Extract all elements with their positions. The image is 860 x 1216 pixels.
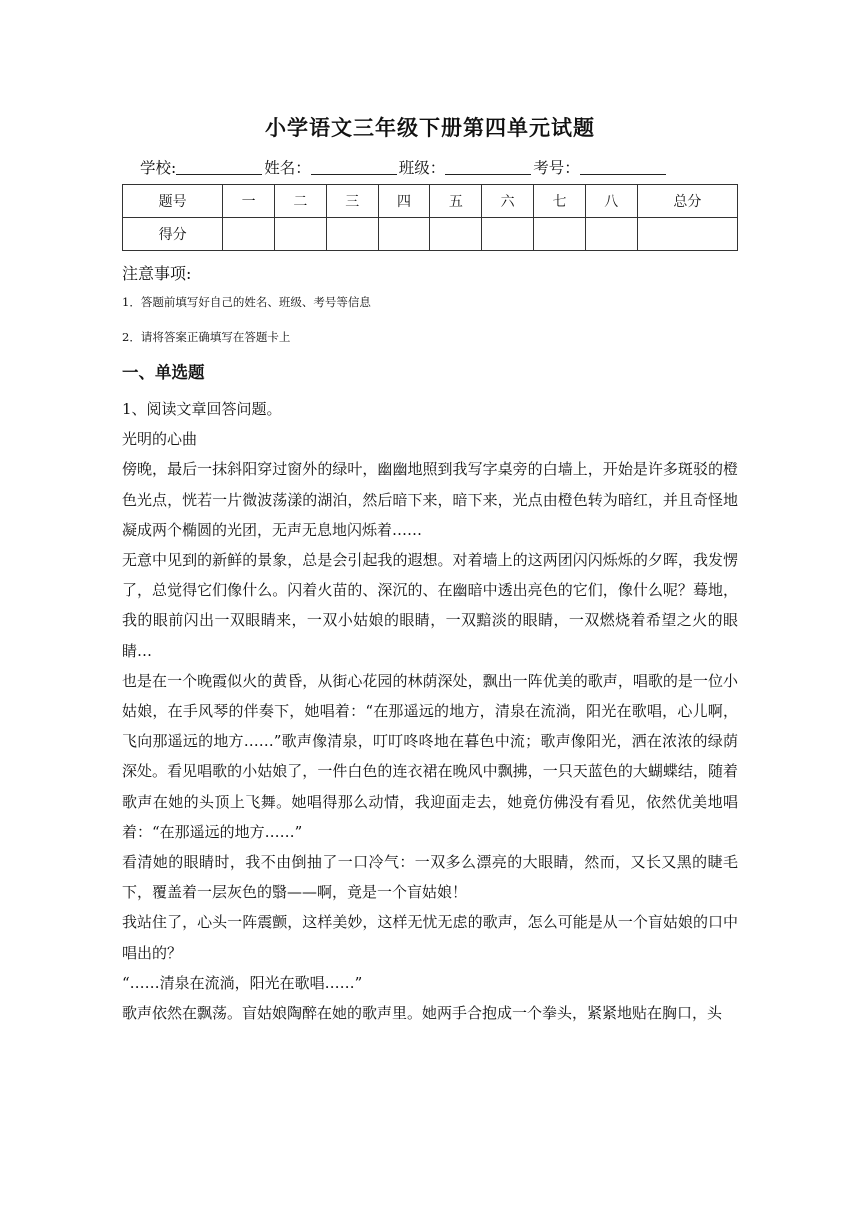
article-paragraph: “……清泉在流淌，阳光在歌唱……” (122, 973, 363, 992)
class-blank (445, 160, 531, 175)
name-blank (311, 160, 397, 175)
section-title: 一、单选题 (122, 363, 205, 382)
exam-number-blank (580, 160, 666, 175)
score-cell (430, 218, 482, 251)
score-cell (275, 218, 327, 251)
article-title: 光明的心曲 (122, 430, 198, 449)
question-prompt: 1、阅读文章回答问题。 (122, 400, 282, 418)
name-label: 姓名： (264, 159, 311, 177)
school-label: 学校: (140, 159, 177, 177)
article-paragraph: 歌声依然在飘荡。盲姑娘陶醉在她的歌声里。她两手合抱成一个拳头，紧紧地贴在胸口，头 (122, 1004, 723, 1023)
article-paragraph: 也是在一个晚霞似火的黄昏，从街心花园的林荫深处，飘出一阵优美的歌声，唱歌的是一位小姑娘，在手风琴的伴奏下，她唱着：“在那遥远的地方，清泉在流淌，阳光在歌唱，心儿啊，飞向那遥远的地方……”歌声像清泉，叮叮咚咚地在暮色中流；歌声像阳光，洒在浓浓的绿荫深处。看见唱歌的小姑娘了，一件白色的连衣裙在晚风中飘拂，一只天蓝色的大蝴蝶结，随着歌声在她的头顶上飞舞。她唱得那么动情，我迎面走去，她竟仿佛没有看见，依然优美地唱着：“在那遥远的地方……” (122, 671, 738, 841)
score-header-cell: 七 (534, 185, 586, 218)
score-header-cell: 题号 (123, 185, 223, 218)
score-header-cell: 二 (275, 185, 327, 218)
exam-number-label: 考号： (533, 159, 580, 177)
score-row-label: 得分 (123, 218, 223, 251)
score-header-cell: 五 (430, 185, 482, 218)
score-cell (534, 218, 586, 251)
score-header-cell: 一 (223, 185, 275, 218)
article-paragraph: 无意中见到的新鲜的景象，总是会引起我的遐想。对着墙上的这两团闪闪烁烁的夕晖，我发愣了，总觉得它们像什么。闪着火苗的、深沉的、在幽暗中透出亮色的它们，像什么呢？蓦地，我的眼前闪出一双眼睛来，一双小姑娘的眼睛，一双黯淡的眼睛，一双燃烧着希望之火的眼睛… (122, 551, 738, 660)
student-info-line (140, 156, 740, 178)
score-cell (482, 218, 534, 251)
score-table (122, 184, 738, 251)
notice-heading: 注意事项: (122, 264, 192, 283)
score-cell (637, 218, 737, 251)
score-header-cell: 三 (326, 185, 378, 218)
score-cell (223, 218, 275, 251)
article-paragraph: 看清她的眼睛时，我不由倒抽了一口冷气：一双多么漂亮的大眼睛，然而，又长又黑的睫毛下，覆盖着一层灰色的翳——啊，竟是一个盲姑娘！ (122, 853, 738, 902)
score-header-row (123, 185, 738, 218)
class-label: 班级： (398, 159, 446, 177)
score-header-cell: 六 (482, 185, 534, 218)
notice-item: 1．答题前填写好自己的姓名、班级、考号等信息 (122, 295, 371, 309)
score-header-cell: 八 (585, 185, 637, 218)
article-paragraph: 傍晚，最后一抹斜阳穿过窗外的绿叶，幽幽地照到我写字桌旁的白墙上，开始是许多斑驳的橙色光点，恍若一片微波荡漾的湖泊，然后暗下来，暗下来，光点由橙色转为暗红，并且奇怪地凝成两个椭圆的光团，无声无息地闪烁着…… (122, 460, 738, 539)
score-cell (326, 218, 378, 251)
score-header-cell: 四 (378, 185, 430, 218)
score-header-cell: 总分 (637, 185, 737, 218)
notice-item: 2．请将答案正确填写在答题卡上 (122, 330, 291, 344)
page-title: 小学语文三年级下册第四单元试题 (265, 115, 595, 140)
question-body (122, 394, 738, 1028)
score-cell (585, 218, 637, 251)
score-cell (378, 218, 430, 251)
score-row (123, 218, 738, 251)
school-blank (176, 160, 262, 175)
article-paragraph: 我站住了，心头一阵震颤，这样美妙，这样无忧无虑的歌声，怎么可能是从一个盲姑娘的口中唱出的？ (122, 913, 738, 962)
